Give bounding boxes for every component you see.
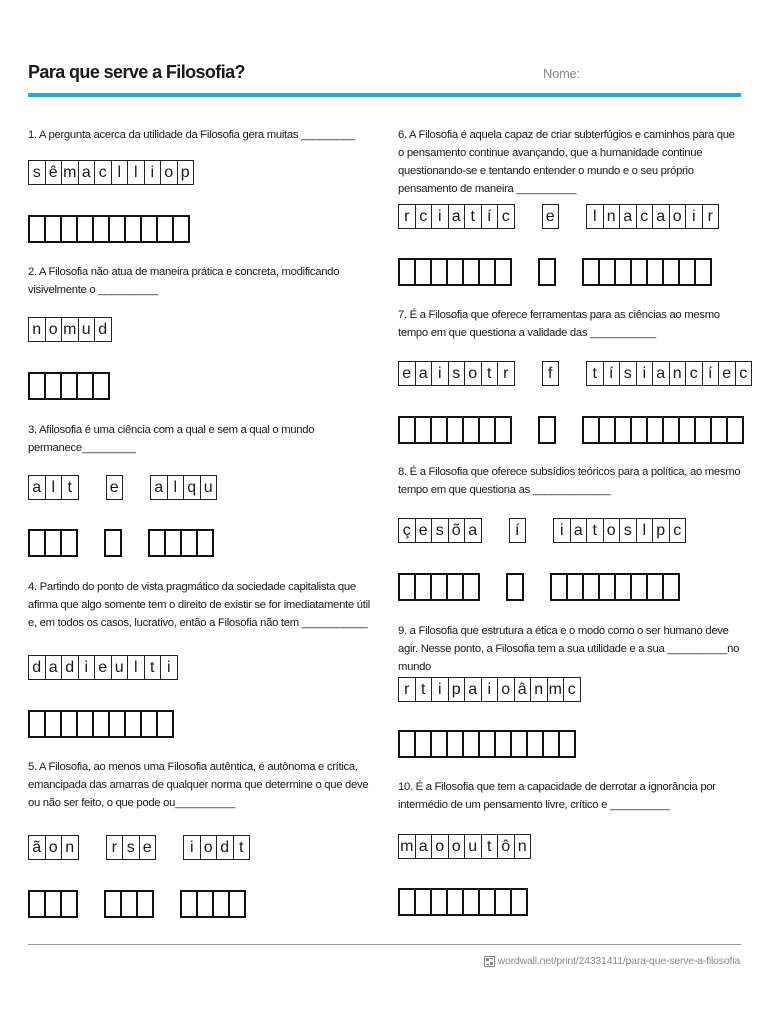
- scrambled-letters: [398, 361, 751, 389]
- letter-tile: n: [530, 677, 548, 702]
- question-7: [398, 306, 748, 382]
- letter-tile: a: [570, 518, 588, 543]
- letter-tile: t: [586, 361, 604, 386]
- letter-tile: m: [547, 677, 565, 702]
- letter-tile: o: [603, 518, 621, 543]
- answer-box[interactable]: [60, 529, 78, 557]
- letter-tile: l: [45, 475, 63, 500]
- letter-tile: d: [28, 655, 46, 680]
- letter-tile: u: [111, 655, 129, 680]
- letter-tile: p: [177, 160, 195, 185]
- letter-tile: n: [603, 204, 621, 229]
- scrambled-letters: [398, 677, 580, 705]
- letter-tile: â: [514, 677, 532, 702]
- letter-tile: a: [415, 361, 433, 386]
- letter-tile: m: [61, 317, 79, 342]
- answer-word[interactable]: [398, 258, 510, 286]
- letter-tile: i: [183, 835, 201, 860]
- letter-tile: t: [481, 361, 499, 386]
- scrambled-word: [106, 475, 123, 500]
- scrambled-word: [28, 655, 177, 680]
- answer-box[interactable]: [662, 573, 680, 601]
- footer-url-link[interactable]: wordwall.net/print/24331411/para-que-serve-a-filosofia: [497, 955, 740, 967]
- answer-word[interactable]: [582, 416, 742, 444]
- letter-tile: m: [61, 160, 79, 185]
- letter-tile: e: [415, 518, 433, 543]
- letter-tile: s: [431, 518, 449, 543]
- letter-tile: o: [464, 361, 482, 386]
- answer-box[interactable]: [462, 573, 480, 601]
- answer-word[interactable]: [398, 573, 478, 601]
- letter-tile: o: [45, 835, 63, 860]
- scrambled-word: [150, 475, 216, 500]
- letter-tile: a: [652, 361, 670, 386]
- letter-tile: e: [139, 835, 157, 860]
- scrambled-word: [183, 835, 249, 860]
- answer-boxes[interactable]: [28, 710, 172, 738]
- question-prompt: 4. Partindo do ponto de vista pragmático da sociedade capitalista que afirma que algo somente tem o direito de existir se for imediatamente útil e, em todos os casos, lucrativo, então a Filosofia não tem ___________: [28, 581, 370, 629]
- question-9: [398, 622, 743, 698]
- question-10: [398, 778, 743, 855]
- answer-box[interactable]: [136, 890, 154, 918]
- letter-tile: i: [144, 160, 162, 185]
- question-2: [28, 263, 373, 338]
- letter-tile: i: [553, 518, 571, 543]
- letter-tile: a: [28, 475, 46, 500]
- scrambled-letters: [398, 518, 685, 546]
- letter-tile: i: [431, 204, 449, 229]
- answer-word[interactable]: [550, 573, 678, 601]
- scrambled-word: [509, 518, 526, 543]
- header-divider: [28, 93, 741, 97]
- letter-tile: t: [415, 677, 433, 702]
- answer-word[interactable]: [180, 890, 244, 918]
- answer-box[interactable]: [196, 529, 214, 557]
- answer-box[interactable]: [228, 890, 246, 918]
- letter-tile: t: [61, 475, 79, 500]
- scrambled-word: [542, 361, 559, 386]
- answer-box[interactable]: [538, 416, 556, 444]
- answer-boxes[interactable]: [28, 215, 188, 243]
- answer-box[interactable]: [506, 573, 524, 601]
- letter-tile: s: [122, 835, 140, 860]
- letter-tile: o: [160, 160, 178, 185]
- letter-tile: q: [183, 475, 201, 500]
- answer-word[interactable]: [538, 258, 554, 286]
- scrambled-word: [28, 475, 78, 500]
- question-1: [28, 126, 355, 181]
- letter-tile: r: [497, 361, 515, 386]
- letter-tile: n: [514, 834, 532, 859]
- letter-tile: i: [431, 677, 449, 702]
- letter-tile: c: [685, 361, 703, 386]
- letter-tile: d: [61, 655, 79, 680]
- wordwall-logo-icon: [484, 956, 495, 967]
- letter-tile: a: [652, 204, 670, 229]
- answer-word[interactable]: [104, 529, 120, 557]
- letter-tile: s: [448, 361, 466, 386]
- letter-tile: e: [94, 655, 112, 680]
- answer-word[interactable]: [538, 416, 554, 444]
- letter-tile: l: [127, 655, 145, 680]
- letter-tile: e: [542, 204, 560, 229]
- letter-tile: í: [481, 204, 499, 229]
- scrambled-word: [28, 317, 111, 342]
- answer-boxes[interactable]: [398, 730, 574, 758]
- letter-tile: i: [431, 361, 449, 386]
- answer-boxes[interactable]: [28, 890, 244, 918]
- question-prompt: 7. É a Filosofia que oferece ferramentas para as ciências ao mesmo tempo em que questiona a validade das ___________: [398, 309, 720, 339]
- letter-tile: a: [78, 160, 96, 185]
- letter-tile: m: [398, 834, 416, 859]
- letter-tile: t: [464, 204, 482, 229]
- question-5: [28, 758, 373, 856]
- letter-tile: t: [481, 834, 499, 859]
- letter-tile: c: [497, 204, 515, 229]
- letter-tile: i: [636, 361, 654, 386]
- scrambled-word: [398, 518, 481, 543]
- scrambled-word: [586, 204, 718, 229]
- question-prompt: 3. Afilosofia é uma ciência com a qual e sem a qual o mundo permanece_________: [28, 424, 315, 454]
- letter-tile: o: [669, 204, 687, 229]
- answer-word[interactable]: [398, 730, 574, 758]
- letter-tile: t: [144, 655, 162, 680]
- question-prompt: 2. A Filosofia não atua de maneira prática e concreta, modificando visivelmente o __________: [28, 266, 340, 296]
- letter-tile: l: [127, 160, 145, 185]
- scrambled-word: [398, 834, 530, 859]
- letter-tile: o: [448, 834, 466, 859]
- letter-tile: e: [398, 361, 416, 386]
- letter-tile: l: [167, 475, 185, 500]
- question-prompt: 5. A Filosofia, ao menos uma Filosofia autêntica, é autônoma e crítica, emancipada das amarras de qualquer norma que determine o que deve ou não ser feito, o que pode ou__________: [28, 761, 369, 809]
- scrambled-letters: [28, 475, 216, 503]
- letter-tile: c: [669, 518, 687, 543]
- letter-tile: t: [233, 835, 251, 860]
- letter-tile: u: [464, 834, 482, 859]
- scrambled-word: [398, 677, 580, 702]
- letter-tile: a: [464, 677, 482, 702]
- scrambled-letters: [28, 835, 249, 863]
- answer-boxes[interactable]: [28, 529, 212, 557]
- letter-tile: i: [481, 677, 499, 702]
- question-prompt: 1. A pergunta acerca da utilidade da Filosofia gera muitas _________: [28, 129, 355, 141]
- letter-tile: r: [702, 204, 720, 229]
- letter-tile: ê: [45, 160, 63, 185]
- letter-tile: l: [111, 160, 129, 185]
- answer-box[interactable]: [172, 215, 190, 243]
- page-title: Para que serve a Filosofia?: [28, 62, 245, 82]
- question-prompt: 9. a Filosofia que estrutura a ética e o modo como o ser humano deve agir. Nesse ponto, a Filosofia tem a sua utilidade e a sua __________no mundo: [398, 625, 740, 673]
- letter-tile: õ: [448, 518, 466, 543]
- letter-tile: o: [497, 677, 515, 702]
- answer-box[interactable]: [494, 258, 512, 286]
- answer-box[interactable]: [494, 416, 512, 444]
- question-prompt: 8. É a Filosofia que oferece subsídios teóricos para a política, ao mesmo tempo em que questiona as _____________: [398, 466, 741, 496]
- letter-tile: a: [448, 204, 466, 229]
- question-6: [398, 126, 743, 225]
- answer-word[interactable]: [28, 372, 108, 400]
- letter-tile: i: [78, 655, 96, 680]
- letter-tile: í: [702, 361, 720, 386]
- answer-boxes[interactable]: [28, 372, 108, 400]
- answer-box[interactable]: [510, 888, 528, 916]
- letter-tile: i: [685, 204, 703, 229]
- letter-tile: r: [106, 835, 124, 860]
- scrambled-word: [398, 204, 514, 229]
- scrambled-word: [398, 361, 514, 386]
- name-label: Nome:: [543, 66, 580, 81]
- letter-tile: e: [718, 361, 736, 386]
- letter-tile: ã: [28, 835, 46, 860]
- answer-word[interactable]: [506, 573, 522, 601]
- letter-tile: o: [45, 317, 63, 342]
- scrambled-word: [28, 160, 193, 185]
- question-3: [28, 421, 373, 496]
- letter-tile: e: [106, 475, 124, 500]
- answer-word[interactable]: [28, 529, 76, 557]
- scrambled-letters: [398, 204, 718, 232]
- answer-box[interactable]: [726, 416, 744, 444]
- answer-box[interactable]: [538, 258, 556, 286]
- answer-word[interactable]: [104, 890, 152, 918]
- footer: [484, 955, 740, 967]
- answer-word[interactable]: [28, 890, 76, 918]
- question-prompt: 10. É a Filosofia que tem a capacidade de derrotar a ignorância por intermédio de um pensamento livre, crítico e __________: [398, 781, 716, 811]
- letter-tile: a: [45, 655, 63, 680]
- scrambled-letters: [28, 160, 193, 188]
- scrambled-word: [28, 835, 78, 860]
- answer-box[interactable]: [558, 730, 576, 758]
- letter-tile: r: [398, 204, 416, 229]
- answer-word[interactable]: [398, 416, 510, 444]
- letter-tile: f: [542, 361, 560, 386]
- answer-word[interactable]: [148, 529, 212, 557]
- scrambled-letters: [28, 317, 111, 345]
- question-prompt: 6. A Filosofia é aquela capaz de criar subterfúgios e caminhos para que o pensamento continue avançando, que a humanidade continue questionando-se e tentando entender o mundo e o seu próprio pensamento de maneira __________: [398, 129, 735, 195]
- answer-box[interactable]: [694, 258, 712, 286]
- letter-tile: o: [431, 834, 449, 859]
- answer-boxes[interactable]: [398, 888, 526, 916]
- answer-boxes[interactable]: [398, 258, 710, 286]
- answer-box[interactable]: [156, 710, 174, 738]
- footer-divider: [28, 944, 741, 945]
- letter-tile: n: [28, 317, 46, 342]
- letter-tile: p: [652, 518, 670, 543]
- answer-word[interactable]: [28, 215, 188, 243]
- letter-tile: p: [448, 677, 466, 702]
- letter-tile: a: [619, 204, 637, 229]
- scrambled-word: [106, 835, 156, 860]
- letter-tile: c: [563, 677, 581, 702]
- answer-box[interactable]: [60, 890, 78, 918]
- answer-word[interactable]: [398, 888, 526, 916]
- answer-boxes[interactable]: [398, 416, 742, 444]
- letter-tile: s: [28, 160, 46, 185]
- letter-tile: ô: [497, 834, 515, 859]
- letter-tile: a: [415, 834, 433, 859]
- answer-boxes[interactable]: [398, 573, 678, 601]
- letter-tile: c: [636, 204, 654, 229]
- letter-tile: d: [216, 835, 234, 860]
- letter-tile: t: [586, 518, 604, 543]
- scrambled-word: [542, 204, 559, 229]
- letter-tile: s: [619, 361, 637, 386]
- letter-tile: c: [415, 204, 433, 229]
- scrambled-word: [586, 361, 751, 386]
- letter-tile: o: [200, 835, 218, 860]
- question-8: [398, 463, 743, 539]
- answer-word[interactable]: [582, 258, 710, 286]
- letter-tile: d: [94, 317, 112, 342]
- letter-tile: n: [61, 835, 79, 860]
- letter-tile: í: [509, 518, 527, 543]
- letter-tile: u: [78, 317, 96, 342]
- letter-tile: ç: [398, 518, 416, 543]
- letter-tile: i: [160, 655, 178, 680]
- letter-tile: l: [586, 204, 604, 229]
- scrambled-word: [553, 518, 685, 543]
- scrambled-letters: [28, 655, 177, 683]
- answer-box[interactable]: [104, 529, 122, 557]
- letter-tile: c: [735, 361, 753, 386]
- letter-tile: í: [603, 361, 621, 386]
- question-4: [28, 578, 373, 676]
- letter-tile: u: [200, 475, 218, 500]
- answer-word[interactable]: [28, 710, 172, 738]
- letter-tile: n: [669, 361, 687, 386]
- letter-tile: a: [150, 475, 168, 500]
- letter-tile: s: [619, 518, 637, 543]
- letter-tile: l: [636, 518, 654, 543]
- letter-tile: a: [464, 518, 482, 543]
- scrambled-letters: [398, 834, 530, 862]
- letter-tile: c: [94, 160, 112, 185]
- letter-tile: r: [398, 677, 416, 702]
- answer-box[interactable]: [92, 372, 110, 400]
